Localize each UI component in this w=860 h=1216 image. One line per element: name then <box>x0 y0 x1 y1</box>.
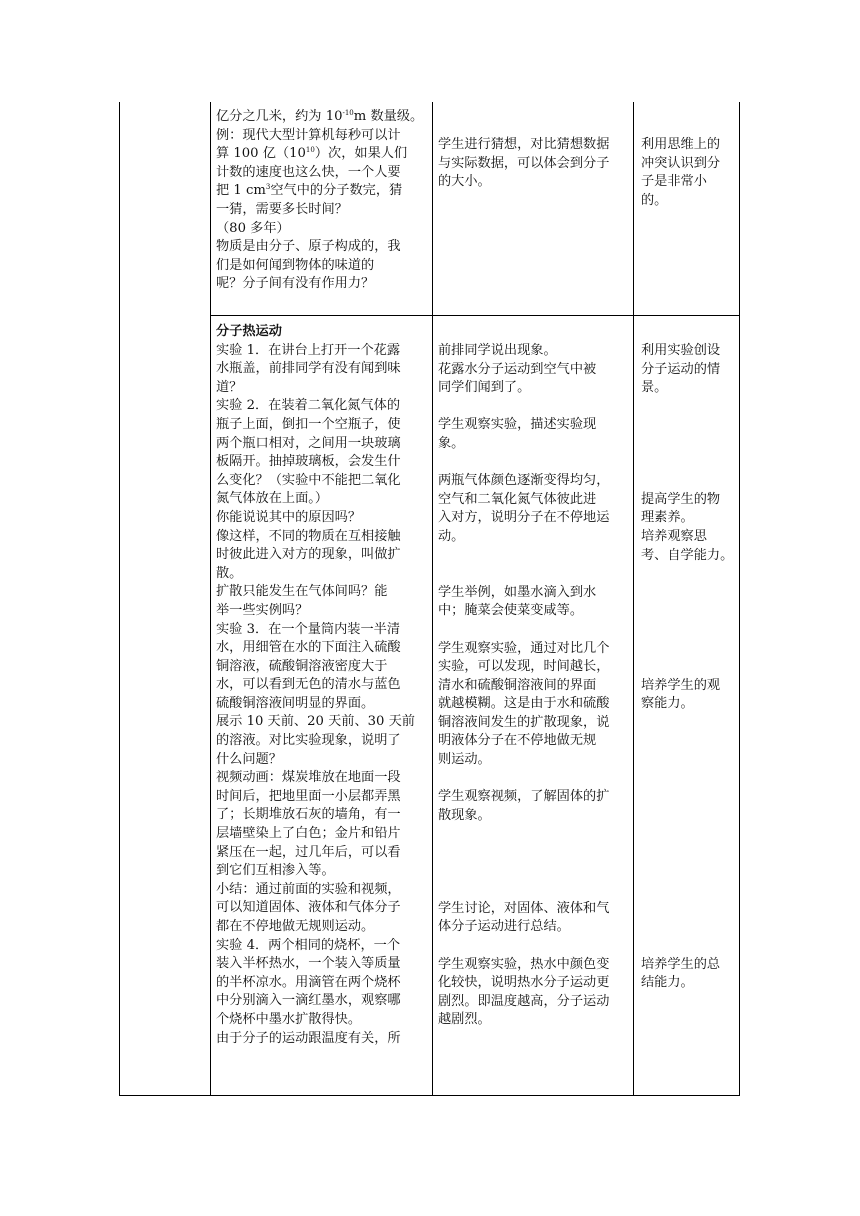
column-divider-1 <box>210 102 211 1096</box>
student-line <box>438 621 630 640</box>
student-line <box>438 863 630 882</box>
content-line: 的溶液。对比实验现象，说明了 <box>216 733 401 749</box>
content-line: 到它们互相渗入等。 <box>216 863 335 879</box>
intent-line <box>641 863 735 882</box>
student-line <box>438 937 630 956</box>
intent-line <box>641 602 735 621</box>
content-line: 呢？分子间有没有作用力？ <box>216 276 375 292</box>
content-line: 层墙壁染上了白色；金片和铅片 <box>216 826 401 842</box>
student-line: 学生进行猜想，对比猜想数据 <box>438 137 610 152</box>
intent-line <box>641 621 735 640</box>
student-line <box>438 454 630 473</box>
intent-line <box>641 937 735 956</box>
section-heading: 分子热运动 <box>216 324 282 339</box>
student-line: 学生举例，如墨水滴入到水 <box>438 584 597 600</box>
intent-line: 分子运动的情 <box>641 361 721 377</box>
intent-line: 结能力。 <box>641 975 694 991</box>
intent-line <box>641 640 735 659</box>
top-content-cell <box>216 108 428 294</box>
student-line: 入对方，说明分子在不停地运 <box>438 510 610 526</box>
intent-line <box>641 918 735 937</box>
content-lines <box>216 342 428 1049</box>
content-line: 什么问题？ <box>216 751 282 767</box>
content-line: 装入半杯热水，一个装入等质量 <box>216 956 401 972</box>
intent-line <box>641 416 735 435</box>
content-line: 时间后，把地里面一小层都弄黑 <box>216 788 401 804</box>
content-line: 像这样，不同的物质在互相接触 <box>216 528 401 544</box>
student-line <box>438 565 630 584</box>
intent-line <box>641 732 735 751</box>
student-line: 学生讨论，对固体、液体和气 <box>438 900 610 916</box>
student-line: 越剧烈。 <box>438 1012 491 1028</box>
intent-line: 提高学生的物 <box>641 491 721 507</box>
student-line: 花露水分子运动到空气中被 <box>438 361 597 377</box>
content-line: 实验 2．在装着二氧化氮气体的 <box>216 398 401 414</box>
content-line: 么变化？（实验中不能把二氧化 <box>216 472 401 488</box>
content-line: 一猜，需要多长时间？ <box>216 201 348 217</box>
intent-line: 子是非常小 <box>641 174 707 190</box>
content-line: 实验 1．在讲台上打开一个花露 <box>216 342 401 358</box>
content-line: 紧压在一起，过几年后，可以看 <box>216 844 401 860</box>
intent-line: 景。 <box>641 380 668 396</box>
student-line: 学生观察实验，通过对比几个 <box>438 640 610 656</box>
bottom-intent-cell <box>641 342 735 993</box>
intent-line <box>641 881 735 900</box>
table-border-left <box>119 102 120 1096</box>
content-line: 实验 4．两个相同的烧杯，一个 <box>216 937 401 953</box>
content-line: 瓶子上面，倒扣一个空瓶子，使 <box>216 416 401 432</box>
intent-lines <box>641 342 735 993</box>
student-line: 清水和硫酸铜溶液间的界面 <box>438 677 597 693</box>
content-line: 可以知道固体、液体和气体分子 <box>216 900 401 916</box>
student-line: 化较快，说明热水分子运动更 <box>438 975 610 991</box>
student-line: 与实际数据，可以体会到分子 <box>438 155 610 171</box>
content-line: 铜溶液，硫酸铜溶液密度大于 <box>216 658 388 674</box>
intent-line: 的。 <box>641 192 668 208</box>
student-line <box>438 844 630 863</box>
content-line: 板隔开。抽掉玻璃板，会发生什 <box>216 454 401 470</box>
student-line: 动。 <box>438 528 465 544</box>
intent-line: 利用实验创设 <box>641 343 721 358</box>
student-line <box>438 825 630 844</box>
student-line <box>438 770 630 789</box>
content-line: 时彼此进入对方的现象，叫做扩 <box>216 547 401 563</box>
content-line: 个烧杯中墨水扩散得快。 <box>216 1011 362 1027</box>
intent-line: 培养学生的总 <box>641 956 721 972</box>
content-line: 小结：通过前面的实验和视频， <box>216 881 401 897</box>
student-line: 就越模糊。这是由于水和硫酸 <box>438 696 610 712</box>
content-line: 水，用细管在水的下面注入硫酸 <box>216 640 401 656</box>
intent-line <box>641 788 735 807</box>
content-line: 都在不停地做无规则运动。 <box>216 919 375 934</box>
content-line: （80 多年） <box>216 220 290 236</box>
student-line: 学生观察实验，描述实验现 <box>438 417 597 433</box>
content-line: 散。 <box>216 565 243 581</box>
intent-line: 培养学生的观 <box>641 677 721 693</box>
content-line: 们是如何闻到物体的味道的 <box>216 257 375 273</box>
student-line <box>438 547 630 566</box>
intent-line <box>641 565 735 584</box>
student-line: 空气和二氧化氮气体彼此进 <box>438 491 597 507</box>
top-student-cell <box>438 136 630 192</box>
student-line: 学生观察视频，了解固体的扩 <box>438 789 610 805</box>
intent-line <box>641 770 735 789</box>
content-line: 水瓶盖，前排同学有没有闻到味 <box>216 361 401 377</box>
content-line: 你能说说其中的原因吗？ <box>216 509 362 525</box>
content-line: 展示 10 天前、20 天前、30 天前 <box>216 714 415 730</box>
student-line: 前排同学说出现象。 <box>438 343 557 358</box>
row-divider <box>210 315 740 316</box>
intent-line: 察能力。 <box>641 696 694 712</box>
intent-line <box>641 435 735 454</box>
intent-line <box>641 584 735 603</box>
student-line: 中；腌菜会使菜变咸等。 <box>438 603 584 619</box>
student-line: 体分子运动进行总结。 <box>438 919 570 935</box>
student-line <box>438 398 630 417</box>
content-line: 氮气体放在上面。） <box>216 491 329 507</box>
intent-line: 冲突认识到分 <box>641 155 721 171</box>
intent-line <box>641 714 735 733</box>
intent-line <box>641 454 735 473</box>
top-intent-cell <box>641 136 735 210</box>
intent-line <box>641 658 735 677</box>
content-line: 物质是由分子、原子构成的，我 <box>216 239 401 255</box>
student-line: 学生观察实验，热水中颜色变 <box>438 956 610 972</box>
content-line: 视频动画：煤炭堆放在地面一段 <box>216 770 401 786</box>
table-border-bottom <box>119 1095 740 1096</box>
content-line: 计数的速度也这么快，一个人要 <box>216 164 401 180</box>
table-border-right <box>739 102 740 1096</box>
intent-line: 考、自学能力。 <box>641 547 734 563</box>
content-line: 了；长期堆放石灰的墙角，有一 <box>216 807 401 823</box>
content-line: 实验 3．在一个量筒内装一半清 <box>216 621 401 637</box>
student-line: 散现象。 <box>438 807 491 823</box>
intent-line <box>641 807 735 826</box>
content-line: 由于分子的运动跟温度有关，所 <box>216 1030 401 1046</box>
student-line: 则运动。 <box>438 752 491 768</box>
intent-line <box>641 751 735 770</box>
student-line: 象。 <box>438 435 465 451</box>
content-line: 的半杯凉水。用滴管在两个烧杯 <box>216 974 401 990</box>
column-divider-3 <box>633 102 634 1096</box>
content-line: 两个瓶口相对，之间用一块玻璃 <box>216 435 401 451</box>
bottom-content-cell <box>216 323 428 1048</box>
intent-line <box>641 900 735 919</box>
content-line: 例：现代大型计算机每秒可以计 <box>216 127 401 143</box>
content-line: 硫酸铜溶液间明显的界面。 <box>216 695 375 711</box>
content-line: 亿分之几米，约为 $10^{-10}m$ 数量级。 <box>216 109 424 124</box>
intent-line <box>641 398 735 417</box>
student-line: 明液体分子在不停地做无规 <box>438 733 597 749</box>
content-line: 算 100 亿$(10^{10})$次，如果人们 <box>216 146 408 162</box>
content-line: 道？ <box>216 379 243 395</box>
content-line: 水，可以看到无色的清水与蓝色 <box>216 677 401 693</box>
student-line: 实验，可以发现，时间越长， <box>438 659 610 675</box>
intent-line: 理素养。 <box>641 510 694 526</box>
student-line: 剧烈。即温度越高，分子运动 <box>438 993 610 1009</box>
content-line: 举一些实例吗？ <box>216 602 309 618</box>
content-line: 把 1 $cm^3$空气中的分子数完，猜 <box>216 183 403 199</box>
student-line <box>438 881 630 900</box>
student-lines <box>438 342 630 1030</box>
intent-line <box>641 844 735 863</box>
column-divider-2 <box>432 102 433 1096</box>
student-line: 两瓶气体颜色逐渐变得均匀， <box>438 473 610 489</box>
student-line: 铜溶液间发生的扩散现象，说 <box>438 714 610 730</box>
intent-line <box>641 825 735 844</box>
bottom-student-cell <box>438 342 630 1030</box>
intent-line: 培养观察思 <box>641 528 707 544</box>
intent-line: 利用思维上的 <box>641 137 721 152</box>
student-line: 同学们闻到了。 <box>438 380 531 396</box>
student-line: 的大小。 <box>438 174 491 190</box>
content-line: 扩散只能发生在气体间吗？能 <box>216 584 388 600</box>
content-line: 中分别滴入一滴红墨水，观察哪 <box>216 993 401 1009</box>
intent-line <box>641 472 735 491</box>
